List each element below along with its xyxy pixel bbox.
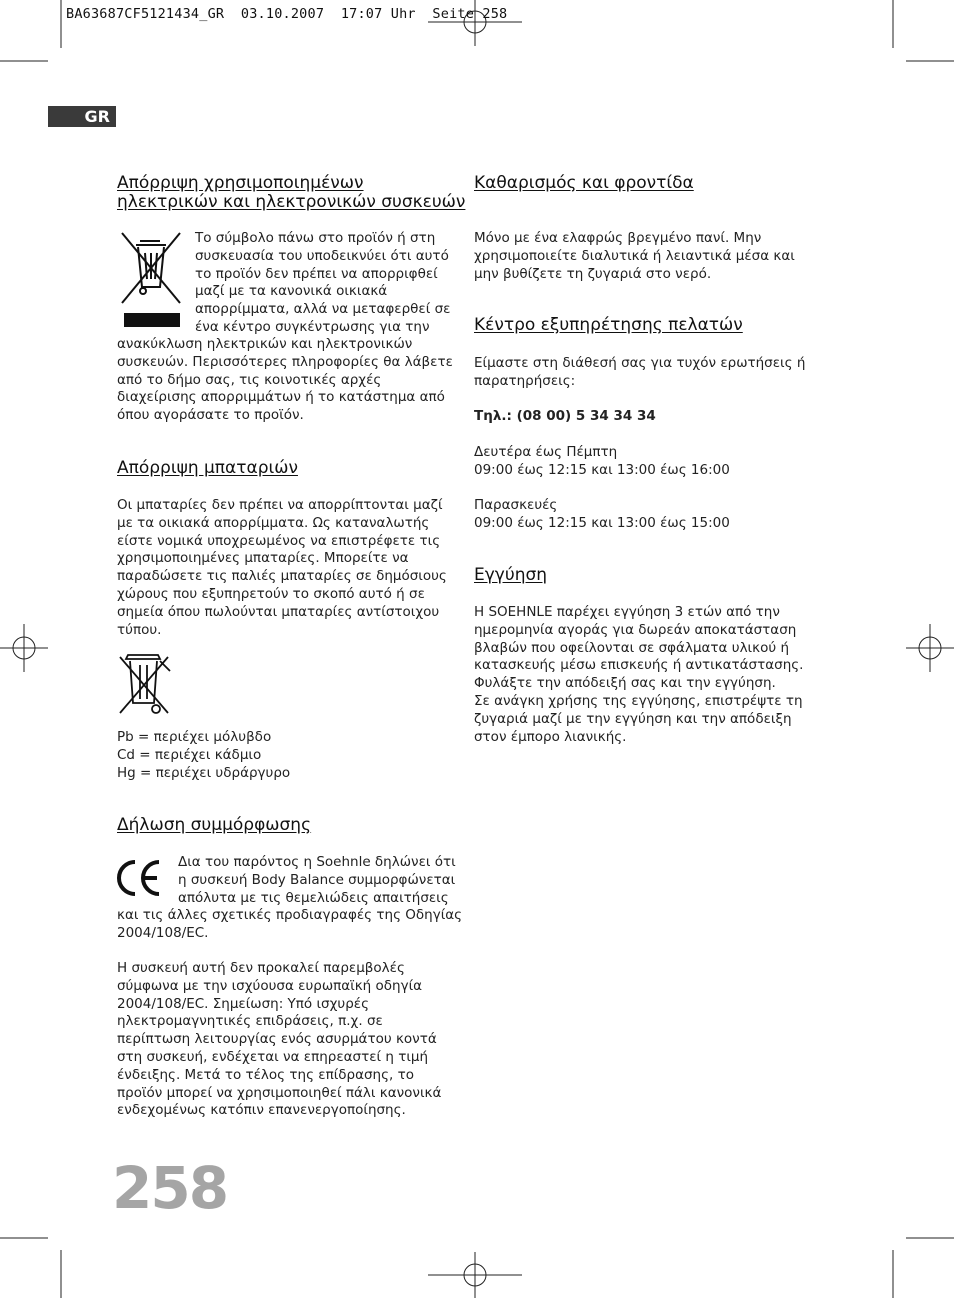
service-text: Είμαστε στη διάθεσή σας για τυχόν ερωτήσεις ή παρατηρήσεις: (474, 355, 806, 389)
conformity-text-below: και τις άλλες σχετικές προδιαγραφές της Οδηγίας 2004/108/EC. (117, 907, 463, 941)
crossed-battery-bin-icon (116, 649, 174, 717)
print-slug: BA63687CF5121434_GR 03.10.2007 17:07 Uhr Seite 258 (66, 6, 508, 22)
service-hours-fri: Παρασκευές 09:00 έως 12:15 και 13:00 έως 15:00 (474, 497, 730, 531)
crossed-wheelie-bin-icon (118, 229, 188, 330)
ce-mark-icon (113, 858, 163, 898)
section-heading: Απόρριψη χρησιμοποιημένων (117, 173, 364, 193)
service-hours-mon-thu: Δευτέρα έως Πέμπτη 09:00 έως 12:15 και 13:00 έως 16:00 (474, 444, 730, 478)
page-number: 258 (112, 1154, 228, 1222)
conformity-text-beside-icon: Δια του παρόντος η Soehnle δηλώνει ότι η συσκευή Body Balance συμμορφώνεται απόλυτα με τις θεμελιώδεις απαιτήσεις (178, 854, 456, 906)
language-tab (48, 106, 116, 127)
section-care-title: Καθαρισμός και φροντίδα (474, 173, 694, 193)
section-weee-title (117, 174, 465, 212)
language-tab-label: GR (84, 107, 110, 126)
conformity-text-2: Η συσκευή αυτή δεν προκαλεί παρεμβολές σύμφωνα με την ισχύουσα ευρωπαϊκή οδηγία 2004/108/EC. Σημείωση: Υπό ισχυρές ηλεκτρομαγνητικές επιδράσεις, π.χ. σε περίπτωση λειτουργίας ενός ασυρμάτου κοντά στη συσκευή, ενδέχεται να επηρεαστεί η τιμή ένδειξης. Μετά το τέλος της επίδρασης, το προϊόν μπορεί να χρησιμοποιηθεί πάλι κανονικά ενδεχομένως κατόπιν επανενεργοποίησης. (117, 960, 442, 1119)
section-heading: ηλεκτρικών και ηλεκτρονικών συσκευών (117, 192, 466, 212)
warranty-text: Η SOEHNLE παρέχει εγγύηση 3 ετών από την ημερομηνία αγοράς για δωρεάν αποκατάσταση βλαβών που οφείλονται σε σφάλματα υλικού ή κατασκευής μέσω επισκευής ή αντικατάστασης. Φυλάξτε την απόδειξή σας και την εγγύηση. Σε ανάγκη χρήσης της εγγύησης, επιστρέψτε τη ζυγαριά μαζί με την εγγύηση και την απόδειξη στον έμπορο λιανικής. (474, 604, 804, 745)
batteries-text: Οι μπαταρίες δεν πρέπει να απορρίπτονται μαζί με τα οικιακά απορρίμματα. Ως καταναλωτής είστε νομικά υποχρεωμένος να επιστρέφετε τις χρησιμοποιημένες μπαταρίες. Μπορείτε να παραδώσετε τις παλιές μπαταρίες σε δημόσιους χώρους που εξυπηρετούν το σκοπό αυτό ή σε σημεία όπου πωλούνται μπαταρίες αντίστοιχου τύπου. (117, 497, 447, 638)
section-warranty-title: Εγγύηση (474, 565, 548, 585)
section-service-title: Κέντρο εξυπηρέτησης πελατών (474, 315, 743, 335)
care-text: Μόνο με ένα ελαφρώς βρεγμένο πανί. Μην χρησιμοποιείτε διαλυτικά ή λειαντικά μέσα και μην βυθίζετε τη ζυγαριά στο νερό. (474, 230, 795, 282)
weee-text-beside-icon: Το σύμβολο πάνω στο προϊόν ή στη συσκευασία του υποδεικνύει ότι αυτό το προϊόν δεν πρέπει να απορριφθεί μαζί με τα κανονικά οικιακά απορρίμματα, αλλά να μεταφερθεί σε ένα κέντρο συγκέντρωσης για την (195, 230, 451, 335)
section-batteries-title: Απόρριψη μπαταριών (117, 458, 298, 478)
section-conformity-title: Δήλωση συμμόρφωσης (117, 815, 312, 835)
batteries-legend: Pb = περιέχει μόλυβδο Cd = περιέχει κάδμιο Hg = περιέχει υδράργυρο (117, 729, 291, 781)
service-phone: Τηλ.: (08 00) 5 34 34 34 (474, 408, 656, 424)
weee-text-below: ανακύκλωση ηλεκτρικών και ηλεκτρονικών συσκευών. Περισσότερες πληροφορίες θα λάβετε από το δήμο σας, τις κοινοτικές αρχές διαχείρισης απορριμμάτων ή το κατάστημα από όπου αγοράσατε το προϊόν. (117, 336, 453, 424)
